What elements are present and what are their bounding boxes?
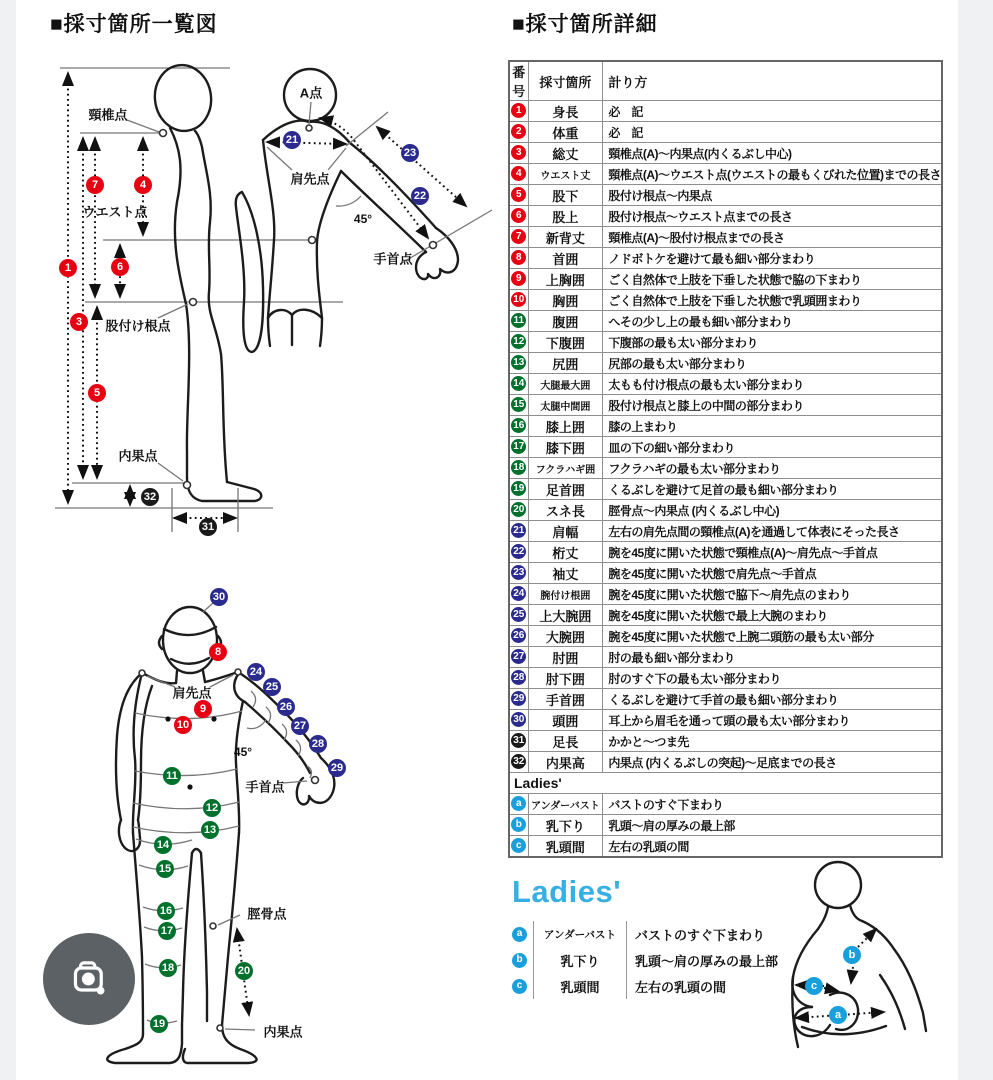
cell-location: 股下 <box>528 185 603 206</box>
ladies-item-name: 乳下り <box>533 947 627 973</box>
cell-method: 太もも付け根点の最も太い部分まわり <box>603 374 942 395</box>
cell-method: 肘の最も細い部分まわり <box>603 647 942 668</box>
cell-number <box>509 374 528 395</box>
cell-number <box>509 584 528 605</box>
row-number-badge: 29 <box>511 691 526 706</box>
row-number-badge: 1 <box>511 103 526 118</box>
cell-number <box>509 731 528 752</box>
table-row <box>509 374 942 395</box>
table-row <box>509 122 942 143</box>
row-number-badge: 8 <box>511 250 526 265</box>
cell-number <box>509 206 528 227</box>
wrist-point-label: 手首点 <box>373 251 413 267</box>
ladies-item-badge: c <box>512 979 527 994</box>
ladies-divider-label: Ladies' <box>509 773 942 794</box>
cell-method: 腕を45度に開いた状態で上腕二頭筋の最も太い部分 <box>603 626 942 647</box>
ladies-item-desc: 左右の乳頭の間 <box>635 979 727 995</box>
cell-method: 脛骨点〜内果点 (内くるぶし中心) <box>603 500 942 521</box>
table-row <box>509 143 942 164</box>
cell-location: 上大腕囲 <box>528 605 603 626</box>
angle-45-label: 45° <box>353 212 373 226</box>
inner-ankle-point-label: 内果点 <box>118 448 158 464</box>
marker-c: c <box>805 977 823 995</box>
cervical-point-label: 頸椎点 <box>88 107 128 123</box>
cell-method: 頸椎点(A)〜内果点(内くるぶし中心) <box>603 143 942 164</box>
cell-method: 頸椎点(A)〜股付け根点までの長さ <box>603 227 942 248</box>
cell-method: フクラハギの最も太い部分まわり <box>603 458 942 479</box>
cell-number <box>509 815 528 836</box>
table-row <box>509 563 942 584</box>
ladies-item-badge: a <box>512 927 527 942</box>
marker-a: a <box>829 1006 847 1024</box>
row-number-badge: c <box>511 838 526 853</box>
cell-number <box>509 395 528 416</box>
table-row <box>509 647 942 668</box>
cell-method: くるぶしを避けて手首の最も細い部分まわり <box>603 689 942 710</box>
marker-7: 7 <box>86 176 104 194</box>
row-number-badge: 30 <box>511 712 526 727</box>
cell-location: 腕付け根囲 <box>528 584 603 605</box>
cell-location: ウエスト丈 <box>528 164 603 185</box>
inner-ankle-point-label-front: 内果点 <box>263 1024 303 1040</box>
marker-8: 8 <box>209 643 227 661</box>
row-number-badge: 14 <box>511 376 526 391</box>
table-row <box>509 500 942 521</box>
marker-20: 20 <box>235 962 253 980</box>
row-number-badge: 9 <box>511 271 526 286</box>
cell-location: 太腿中間囲 <box>528 395 603 416</box>
row-number-badge: 7 <box>511 229 526 244</box>
marker-29: 29 <box>328 759 346 777</box>
wrist-point-label-front: 手首点 <box>245 779 285 795</box>
cell-method: ごく自然体で上肢を下垂した状態で脇の下まわり <box>603 269 942 290</box>
left-section-title: ■採寸箇所一覧図 <box>50 13 218 36</box>
shoulder-tip-label: 肩先点 <box>290 171 330 187</box>
marker-23: 23 <box>401 144 419 162</box>
row-number-badge: 3 <box>511 145 526 160</box>
row-number-badge: 4 <box>511 166 526 181</box>
cell-number <box>509 269 528 290</box>
cell-number <box>509 605 528 626</box>
cell-location: 肘下囲 <box>528 668 603 689</box>
cell-method: 必 記 <box>603 122 942 143</box>
crotch-point-label: 股付け根点 <box>105 318 171 334</box>
ladies-divider-row <box>509 773 942 794</box>
table-row <box>509 353 942 374</box>
cell-location: 袖丈 <box>528 563 603 584</box>
row-number-badge: 27 <box>511 649 526 664</box>
cell-location: 首囲 <box>528 248 603 269</box>
ladies-heading: Ladies' <box>512 874 622 909</box>
cell-location: 総丈 <box>528 143 603 164</box>
cell-number <box>509 563 528 584</box>
cell-method: 皿の下の細い部分まわり <box>603 437 942 458</box>
cell-method: 肘のすぐ下の最も太い部分まわり <box>603 668 942 689</box>
cell-location: アンダーバスト <box>528 794 603 815</box>
cell-method: 腕を45度に開いた状態で脇下〜肩先点のまわり <box>603 584 942 605</box>
marker-12: 12 <box>203 799 221 817</box>
row-number-badge: 18 <box>511 460 526 475</box>
cell-number <box>509 227 528 248</box>
col-header-location: 採寸箇所 <box>528 61 603 101</box>
cell-location: 頭囲 <box>528 710 603 731</box>
ladies-measurement-list <box>512 921 802 999</box>
marker-28: 28 <box>309 735 327 753</box>
cell-location: 胸囲 <box>528 290 603 311</box>
ladies-diagram <box>780 855 990 1060</box>
marker-30: 30 <box>210 588 228 606</box>
table-row <box>509 395 942 416</box>
cell-location: 体重 <box>528 122 603 143</box>
measurement-table-body <box>509 101 942 858</box>
row-number-badge: 19 <box>511 481 526 496</box>
marker-26: 26 <box>277 698 295 716</box>
marker-16: 16 <box>157 902 175 920</box>
tibia-point-label: 脛骨点 <box>247 906 287 922</box>
ladies-list-item <box>512 947 802 973</box>
cell-location: フクラハギ囲 <box>528 458 603 479</box>
marker-31: 31 <box>199 518 217 536</box>
cell-number <box>509 185 528 206</box>
marker-27: 27 <box>291 717 309 735</box>
cell-method: ごく自然体で上肢を下垂した状態で乳頭囲まわり <box>603 290 942 311</box>
cell-number <box>509 437 528 458</box>
upper-body-figures <box>30 52 500 567</box>
row-number-badge: 13 <box>511 355 526 370</box>
table-row <box>509 185 942 206</box>
cell-method: 股付け根点〜内果点 <box>603 185 942 206</box>
cell-number <box>509 689 528 710</box>
cell-method: 下腹部の最も太い部分まわり <box>603 332 942 353</box>
marker-9: 9 <box>194 700 212 718</box>
table-row <box>509 248 942 269</box>
ladies-item-desc: 乳頭〜肩の厚みの最上部 <box>635 953 779 969</box>
cell-number <box>509 668 528 689</box>
row-number-badge: 12 <box>511 334 526 349</box>
cell-number <box>509 458 528 479</box>
table-row <box>509 311 942 332</box>
cell-method: 乳頭〜肩の厚みの最上部 <box>603 815 942 836</box>
table-row <box>509 227 942 248</box>
row-number-badge: 28 <box>511 670 526 685</box>
cell-method: 内果点 (内くるぶしの突起)〜足底までの長さ <box>603 752 942 773</box>
cell-location: 下腹囲 <box>528 332 603 353</box>
left-margin-strip <box>0 0 16 1080</box>
cell-number <box>509 521 528 542</box>
cell-method: くるぶしを避けて足首の最も細い部分まわり <box>603 479 942 500</box>
cell-location: 膝上囲 <box>528 416 603 437</box>
cell-location: 足長 <box>528 731 603 752</box>
right-section-title: ■採寸箇所詳細 <box>512 13 658 36</box>
cell-location: 膝下囲 <box>528 437 603 458</box>
row-number-badge: 5 <box>511 187 526 202</box>
cell-number <box>509 311 528 332</box>
cell-method: へその少し上の最も細い部分まわり <box>603 311 942 332</box>
row-number-badge: 32 <box>511 754 526 769</box>
cell-location: 桁丈 <box>528 542 603 563</box>
row-number-badge: 2 <box>511 124 526 139</box>
marker-6: 6 <box>111 258 129 276</box>
cell-location: 乳頭間 <box>528 836 603 858</box>
cell-number <box>509 794 528 815</box>
cell-number <box>509 479 528 500</box>
camera-lens-button[interactable] <box>43 933 135 1025</box>
cell-location: 腹囲 <box>528 311 603 332</box>
overview-diagram-upper <box>30 52 500 567</box>
marker-25: 25 <box>263 678 281 696</box>
cell-number <box>509 416 528 437</box>
cell-location: 足首囲 <box>528 479 603 500</box>
marker-5: 5 <box>88 384 106 402</box>
cell-number <box>509 710 528 731</box>
marker-3: 3 <box>70 313 88 331</box>
ladies-list-item <box>512 921 802 947</box>
table-row <box>509 164 942 185</box>
cell-location: 大腕囲 <box>528 626 603 647</box>
row-number-badge: 22 <box>511 544 526 559</box>
row-number-badge: 15 <box>511 397 526 412</box>
cell-number <box>509 542 528 563</box>
cell-location: 手首囲 <box>528 689 603 710</box>
measurement-table <box>508 60 943 858</box>
marker-18: 18 <box>159 959 177 977</box>
table-row <box>509 542 942 563</box>
table-row <box>509 605 942 626</box>
table-row <box>509 584 942 605</box>
cell-location: 内果高 <box>528 752 603 773</box>
cell-number <box>509 836 528 858</box>
ladies-item-desc: バストのすぐ下まわり <box>635 927 766 943</box>
marker-19: 19 <box>150 1015 168 1033</box>
ladies-list-item <box>512 973 802 999</box>
cell-location: 身長 <box>528 101 603 122</box>
col-header-number: 番号 <box>509 61 528 101</box>
marker-10: 10 <box>174 716 192 734</box>
row-number-badge: b <box>511 817 526 832</box>
shoulder-tip-label-front: 肩先点 <box>172 685 212 701</box>
camera-lens-icon <box>60 950 118 1008</box>
marker-17: 17 <box>158 922 176 940</box>
cell-location: 肘囲 <box>528 647 603 668</box>
cell-method: 左右の乳頭の間 <box>603 836 942 858</box>
a-point-label: A点 <box>299 85 323 101</box>
cell-location: 股上 <box>528 206 603 227</box>
table-row <box>509 521 942 542</box>
ladies-torso-figure <box>780 855 990 1060</box>
cell-method: 腕を45度に開いた状態で頸椎点(A)〜肩先点〜手首点 <box>603 542 942 563</box>
cell-number <box>509 353 528 374</box>
cell-method: 必 記 <box>603 101 942 122</box>
cell-location: 新背丈 <box>528 227 603 248</box>
angle-45-label-front: 45° <box>233 745 253 759</box>
ladies-item-name: アンダーバスト <box>533 921 627 947</box>
table-row <box>509 458 942 479</box>
table-row <box>509 101 942 122</box>
table-row <box>509 626 942 647</box>
table-row <box>509 689 942 710</box>
cell-method: 頸椎点(A)〜ウエスト点(ウエストの最もくびれた位置)までの長さ <box>603 164 942 185</box>
row-number-badge: 21 <box>511 523 526 538</box>
cell-location: 上胸囲 <box>528 269 603 290</box>
table-row <box>509 710 942 731</box>
cell-number <box>509 500 528 521</box>
marker-1: 1 <box>59 259 77 277</box>
table-row <box>509 269 942 290</box>
row-number-badge: 25 <box>511 607 526 622</box>
cell-method: 股付け根点と膝上の中間の部分まわり <box>603 395 942 416</box>
table-row <box>509 794 942 815</box>
ladies-item-badge: b <box>512 953 527 968</box>
cell-method: 左右の肩先点間の頸椎点(A)を通過して体表にそった長さ <box>603 521 942 542</box>
row-number-badge: 6 <box>511 208 526 223</box>
cell-number <box>509 332 528 353</box>
row-number-badge: 31 <box>511 733 526 748</box>
marker-22: 22 <box>411 187 429 205</box>
marker-24: 24 <box>247 663 265 681</box>
cell-method: 膝の上まわり <box>603 416 942 437</box>
marker-14: 14 <box>154 836 172 854</box>
row-number-badge: 20 <box>511 502 526 517</box>
waist-point-label: ウエスト点 <box>82 204 148 220</box>
cell-location: 尻囲 <box>528 353 603 374</box>
row-number-badge: 24 <box>511 586 526 601</box>
cell-number <box>509 647 528 668</box>
row-number-badge: 23 <box>511 565 526 580</box>
col-header-method: 計り方 <box>603 61 942 101</box>
cell-number <box>509 248 528 269</box>
cell-method: バストのすぐ下まわり <box>603 794 942 815</box>
cell-location: スネ長 <box>528 500 603 521</box>
cell-method: 股付け根点〜ウエスト点までの長さ <box>603 206 942 227</box>
cell-number <box>509 101 528 122</box>
cell-method: 耳上から眉毛を通って頭の最も太い部分まわり <box>603 710 942 731</box>
table-row <box>509 290 942 311</box>
row-number-badge: a <box>511 796 526 811</box>
cell-method: 尻部の最も太い部分まわり <box>603 353 942 374</box>
cell-method: かかと〜つま先 <box>603 731 942 752</box>
cell-number <box>509 626 528 647</box>
table-row <box>509 416 942 437</box>
cell-location: 肩幅 <box>528 521 603 542</box>
cell-number <box>509 752 528 773</box>
cell-number <box>509 122 528 143</box>
table-row <box>509 836 942 858</box>
table-row <box>509 668 942 689</box>
row-number-badge: 26 <box>511 628 526 643</box>
table-row <box>509 479 942 500</box>
table-row <box>509 815 942 836</box>
table-row <box>509 332 942 353</box>
marker-13: 13 <box>201 821 219 839</box>
marker-15: 15 <box>156 860 174 878</box>
row-number-badge: 11 <box>511 313 526 328</box>
marker-32: 32 <box>141 488 159 506</box>
cell-method: 腕を45度に開いた状態で肩先点〜手首点 <box>603 563 942 584</box>
row-number-badge: 16 <box>511 418 526 433</box>
table-header-row <box>509 61 942 101</box>
ladies-item-name: 乳頭間 <box>533 973 627 999</box>
table-row <box>509 752 942 773</box>
cell-number <box>509 164 528 185</box>
row-number-badge: 17 <box>511 439 526 454</box>
marker-21: 21 <box>283 131 301 149</box>
cell-number <box>509 143 528 164</box>
table-row <box>509 731 942 752</box>
marker-11: 11 <box>163 767 181 785</box>
cell-number <box>509 290 528 311</box>
cell-method: 腕を45度に開いた状態で最上大腕のまわり <box>603 605 942 626</box>
table-row <box>509 437 942 458</box>
row-number-badge: 10 <box>511 292 526 307</box>
cell-location: 乳下り <box>528 815 603 836</box>
marker-b: b <box>843 946 861 964</box>
marker-4: 4 <box>134 176 152 194</box>
cell-method: ノドボトケを避けて最も細い部分まわり <box>603 248 942 269</box>
cell-location: 大腿最大囲 <box>528 374 603 395</box>
table-row <box>509 206 942 227</box>
